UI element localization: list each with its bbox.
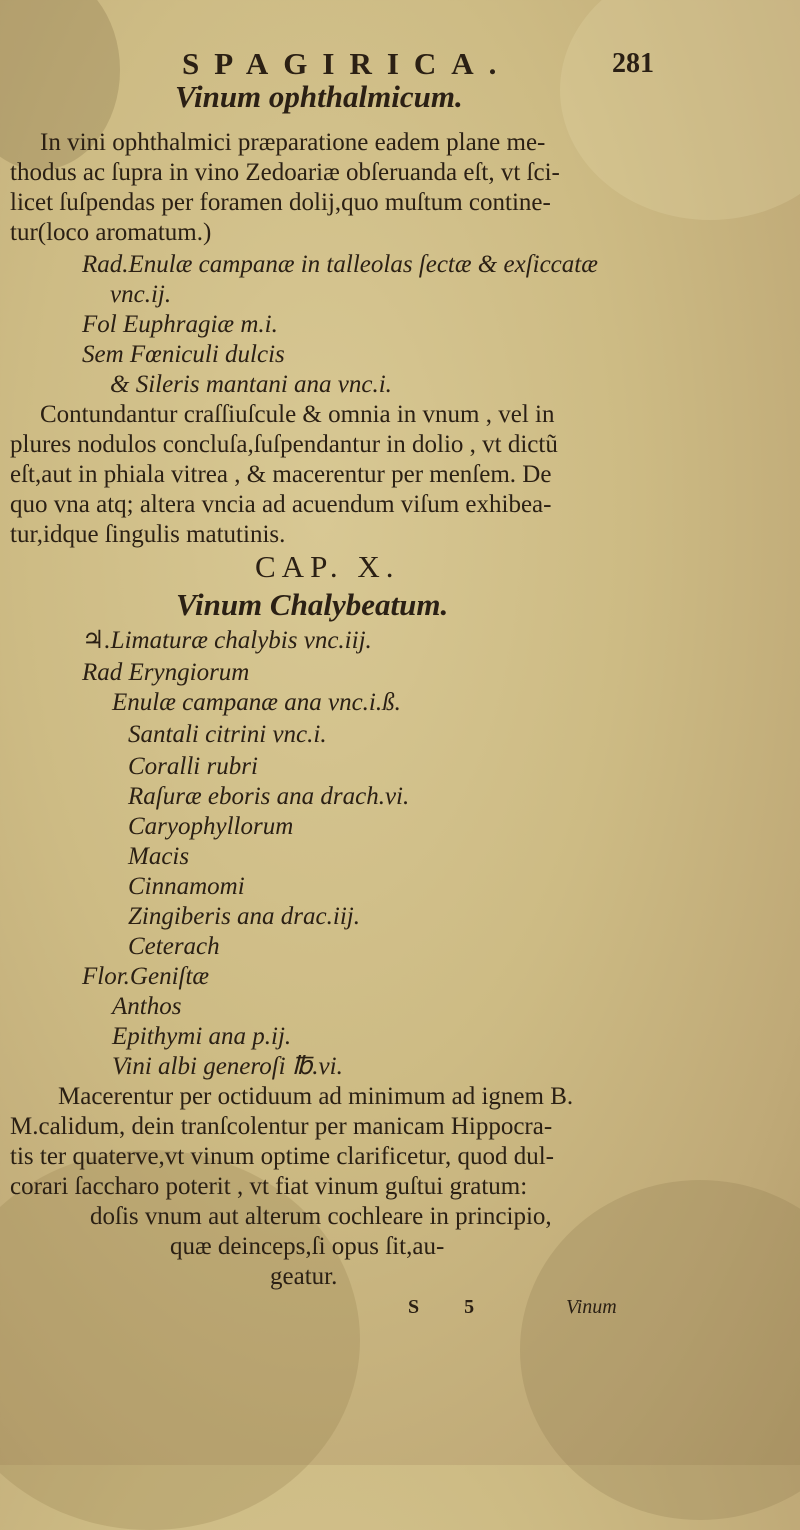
- recipe-line: Rad Eryngiorum: [82, 659, 250, 686]
- recipe-line: Raſuræ eboris ana drach.vi.: [128, 783, 410, 810]
- text-line: tur,idque ſingulis matutinis.: [10, 521, 286, 548]
- text-line: licet ſuſpendas per foramen dolij,quo muſtum contine-: [10, 189, 551, 216]
- text-line: tur(loco aromatum.): [10, 219, 212, 246]
- recipe-line: Vini albi generoſi ℔.vi.: [112, 1053, 343, 1080]
- text-line: thodus ac ſupra in vino Zedoariæ obſeruanda eſt, vt ſci-: [10, 159, 560, 186]
- text-line: Contundantur craſſiuſcule & omnia in vnum , vel in: [40, 401, 555, 428]
- running-title: SPAGIRICA.: [182, 46, 512, 81]
- recipe-line: Anthos: [112, 993, 182, 1020]
- recipe-line: Cinnamomi: [128, 873, 245, 900]
- signature-mark: S 5: [408, 1296, 495, 1318]
- section-title: Vinum Chalybeatum.: [176, 587, 449, 622]
- recipe-line: Caryophyllorum: [128, 813, 294, 840]
- recipe-line: Zingiberis ana drac.iij.: [128, 903, 360, 930]
- text-line: plures nodulos concluſa,ſuſpendantur in dolio , vt dictũ: [10, 431, 558, 458]
- recipe-line: ♃.Limaturæ chalybis vnc.iij.: [82, 627, 372, 654]
- recipe-line: vnc.ij.: [110, 281, 172, 308]
- text-line: Macerentur per octiduum ad minimum ad ignem B.: [58, 1083, 574, 1110]
- page-number: 281: [612, 48, 654, 79]
- recipe-line: Rad.Enulæ campanæ in talleolas ſectæ & exſiccatæ: [82, 251, 598, 278]
- catchword: Vinum: [566, 1296, 617, 1318]
- recipe-line: Fol Euphragiæ m.i.: [82, 311, 278, 338]
- section-title: Vinum ophthalmicum.: [175, 79, 463, 114]
- recipe-line: Epithymi ana p.ij.: [112, 1023, 292, 1050]
- text-line: tis ter quaterve,vt vinum optime clarificetur, quod dul-: [10, 1143, 554, 1170]
- recipe-line: Santali citrini vnc.i.: [128, 721, 327, 748]
- text-line: quo vna atq; altera vncia ad acuendum viſum exhibea-: [10, 491, 552, 518]
- text-line: corari ſaccharo poterit , vt fiat vinum guſtui gratum:: [10, 1173, 528, 1200]
- recipe-line: & Sileris mantani ana vnc.i.: [110, 371, 392, 398]
- recipe-line: Flor.Geniſtæ: [82, 963, 210, 990]
- text-line: geatur.: [270, 1263, 338, 1290]
- recipe-line: Coralli rubri: [128, 753, 258, 780]
- text-line: M.calidum, dein tranſcolentur per manicam Hippocra-: [10, 1113, 553, 1140]
- recipe-line: Macis: [128, 843, 190, 870]
- text-line: In vini ophthalmici præparatione eadem plane me-: [40, 129, 546, 156]
- text-line: eſt,aut in phiala vitrea , & macerentur per menſem. De: [10, 461, 552, 488]
- text-line: quæ deinceps,ſi opus ſit,au-: [170, 1233, 445, 1260]
- chapter-heading: CAP. X.: [255, 549, 400, 584]
- text-line: doſis vnum aut alterum cochleare in principio,: [90, 1203, 552, 1230]
- recipe-line: Ceterach: [128, 933, 220, 960]
- recipe-line: Sem Fœniculi dulcis: [82, 341, 285, 368]
- recipe-line: Enulæ campanæ ana vnc.i.ß.: [112, 689, 401, 716]
